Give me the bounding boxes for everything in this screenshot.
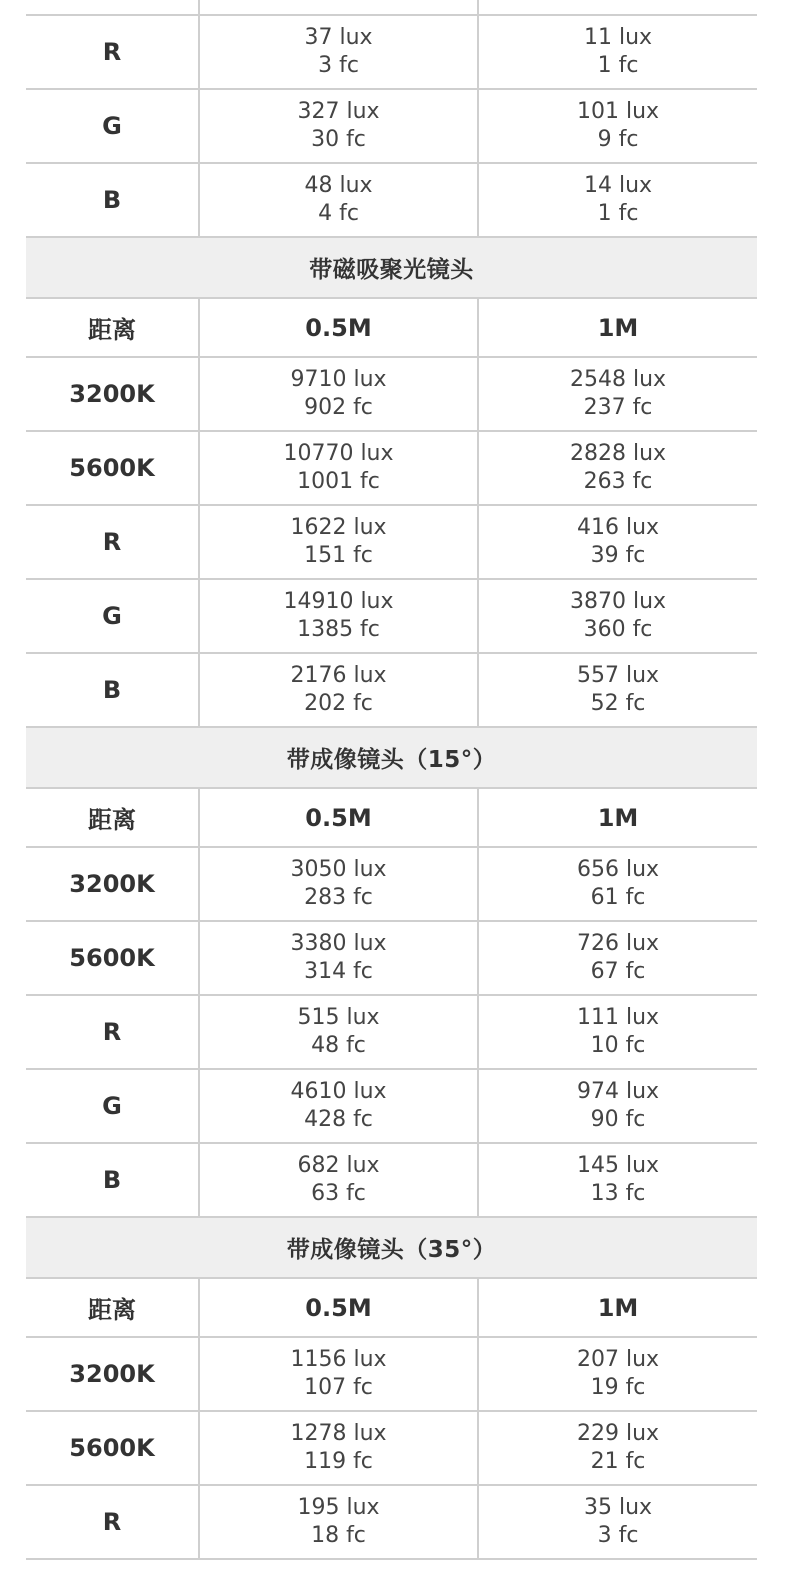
value-cell [478,431,757,505]
lux-value: 557 lux [576,663,660,688]
fc-value: 1 fc [597,201,639,226]
fc-value: 1 fc [597,53,639,78]
lux-value: 11 lux [583,25,653,50]
lux-value: 229 lux [576,1421,660,1446]
value-cell [478,1411,757,1485]
fc-value: 263 fc [583,469,653,494]
fc-value: 39 fc [590,543,646,568]
fc-value: 9 fc [597,127,639,152]
value-cell [478,995,757,1069]
value-cell [199,1143,478,1217]
row-label: R [26,995,199,1069]
lux-value: 3050 lux [290,857,387,882]
value-cell [478,15,757,89]
value-cell [199,163,478,237]
photometric-table [26,0,757,1560]
table-row [26,89,757,163]
fc-value: 360 fc [583,617,653,642]
value-cell [199,505,478,579]
fc-value: 1001 fc [297,469,380,494]
row-label: R [26,15,199,89]
value-cell [199,921,478,995]
distance-header: 距离 [26,788,199,847]
table-row [26,357,757,431]
fc-value: 151 fc [304,543,373,568]
row-label: 3200K [26,1337,199,1411]
row-label: 3200K [26,847,199,921]
column-header-0-5m: 0.5M [199,298,478,357]
fc-value: 237 fc [583,395,653,420]
row-label-cell [26,0,199,15]
column-header-row [26,788,757,847]
fc-value: 13 fc [590,1181,646,1206]
table-row [26,1485,757,1559]
fc-value: 10 fc [590,1033,646,1058]
lux-value: 726 lux [576,931,660,956]
lux-value: 207 lux [576,1347,660,1372]
row-label: 3200K [26,357,199,431]
table-row [26,1069,757,1143]
column-header-row [26,298,757,357]
photometric-table-container [26,0,757,1560]
table-row [26,847,757,921]
row-label: R [26,505,199,579]
distance-header: 距离 [26,1278,199,1337]
fc-value: 18 fc [311,1523,366,1548]
table-row [26,1337,757,1411]
value-cell [199,995,478,1069]
section-header-row [26,727,757,788]
value-cell [478,921,757,995]
lux-value: 3870 lux [569,589,667,614]
table-row [26,163,757,237]
row-label: R [26,1485,199,1559]
lux-value: 48 lux [304,173,373,198]
value-cell [478,847,757,921]
section-header-row [26,1217,757,1278]
value-cell [478,653,757,727]
table-row [26,579,757,653]
value-cell [478,1337,757,1411]
table-row [26,653,757,727]
lux-value: 10770 lux [283,441,394,466]
value-cell [199,0,478,15]
value-cell [199,1485,478,1559]
value-cell [199,15,478,89]
lux-value: 1278 lux [290,1421,387,1446]
fc-value: 4 fc [318,201,359,226]
table-row [26,15,757,89]
distance-header: 距离 [26,298,199,357]
row-label: 5600K [26,921,199,995]
fc-value: 61 fc [590,885,646,910]
row-label: B [26,163,199,237]
value-cell [478,1069,757,1143]
value-cell [199,653,478,727]
lux-value: 1156 lux [290,1347,387,1372]
value-cell [199,579,478,653]
table-row-partial [26,0,757,15]
lux-value: 4610 lux [290,1079,387,1104]
column-header-0-5m: 0.5M [199,1278,478,1337]
lux-value: 2828 lux [569,441,667,466]
fc-value: 283 fc [304,885,373,910]
value-cell [478,163,757,237]
value-cell [478,505,757,579]
value-cell [478,579,757,653]
fc-value: 3 fc [597,1523,639,1548]
value-cell [199,1069,478,1143]
lux-value: 37 lux [304,25,373,50]
row-label: G [26,1069,199,1143]
lux-value: 2548 lux [569,367,667,392]
value-cell [478,357,757,431]
lux-value: 974 lux [576,1079,660,1104]
row-label: B [26,1143,199,1217]
value-cell [478,1143,757,1217]
lux-value: 3380 lux [290,931,387,956]
value-cell [199,1411,478,1485]
value-cell [478,1485,757,1559]
row-label: 5600K [26,431,199,505]
lux-value: 14910 lux [283,589,394,614]
fc-value: 30 fc [311,127,366,152]
value-cell [199,431,478,505]
value-cell [199,847,478,921]
fc-value: 63 fc [311,1181,366,1206]
lux-value: 416 lux [576,515,660,540]
table-row [26,1411,757,1485]
value-cell [199,357,478,431]
lux-value: 35 lux [583,1495,653,1520]
fc-value: 428 fc [304,1107,373,1132]
lux-value: 327 lux [297,99,380,124]
lux-value: 682 lux [297,1153,380,1178]
fc-value: 67 fc [590,959,646,984]
row-label: G [26,89,199,163]
lux-value: 656 lux [576,857,660,882]
fc-value: 314 fc [304,959,373,984]
lux-value: 145 lux [576,1153,660,1178]
fc-value: 902 fc [304,395,373,420]
fc-value: 1385 fc [297,617,380,642]
lux-value: 515 lux [297,1005,380,1030]
fc-value: 3 fc [318,53,359,78]
section-title: 带成像镜头（35°） [26,1217,757,1278]
fc-value: 202 fc [304,691,373,716]
table-row [26,505,757,579]
value-cell [199,89,478,163]
row-label: G [26,579,199,653]
lux-value: 195 lux [297,1495,380,1520]
value-cell [478,0,757,15]
fc-value: 107 fc [304,1375,373,1400]
fc-value: 19 fc [590,1375,646,1400]
table-row [26,995,757,1069]
column-header-row [26,1278,757,1337]
section-title: 带磁吸聚光镜头 [26,237,757,298]
fc-value: 48 fc [311,1033,366,1058]
lux-value: 9710 lux [290,367,387,392]
row-label: B [26,653,199,727]
fc-value: 52 fc [590,691,646,716]
row-label: 5600K [26,1411,199,1485]
column-header-1m: 1M [478,298,757,357]
lux-value: 1622 lux [290,515,387,540]
lux-value: 111 lux [576,1005,660,1030]
table-row [26,921,757,995]
table-row [26,1143,757,1217]
column-header-1m: 1M [478,1278,757,1337]
fc-value: 90 fc [590,1107,646,1132]
column-header-0-5m: 0.5M [199,788,478,847]
section-header-row [26,237,757,298]
lux-value: 101 lux [576,99,660,124]
section-title: 带成像镜头（15°） [26,727,757,788]
lux-value: 2176 lux [290,663,387,688]
value-cell [199,1337,478,1411]
table-row [26,431,757,505]
fc-value: 119 fc [304,1449,373,1474]
lux-value: 14 lux [583,173,653,198]
value-cell [478,89,757,163]
column-header-1m: 1M [478,788,757,847]
fc-value: 21 fc [590,1449,646,1474]
